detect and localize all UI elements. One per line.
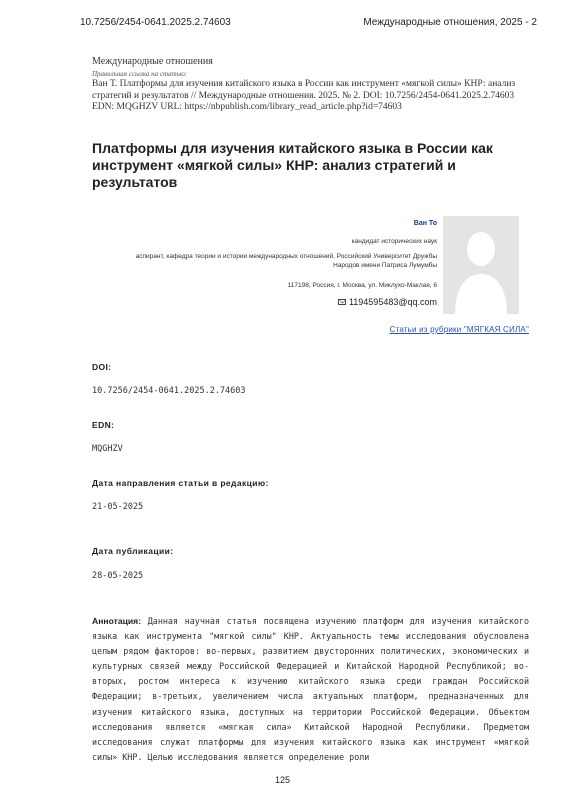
mail-icon bbox=[338, 299, 346, 305]
abstract-label: Аннотация: bbox=[92, 616, 142, 626]
author-avatar bbox=[443, 216, 519, 314]
author-email-text: 1194595483@qq.com bbox=[348, 297, 437, 307]
submitted-date-label: Дата направления статьи в редакцию: bbox=[92, 478, 269, 488]
page-number: 125 bbox=[274, 775, 291, 785]
edn-label: EDN: bbox=[92, 420, 115, 430]
author-name[interactable]: Ван То bbox=[413, 220, 437, 227]
submitted-date-value: 21-05-2025 bbox=[92, 502, 144, 512]
person-silhouette-icon bbox=[443, 216, 519, 314]
edn-value: MQGHZV bbox=[92, 444, 123, 454]
article-title: Платформы для изучения китайского языка в России как инструмент «мягкой силы» КНР: анализ стратегий и результатов bbox=[92, 140, 493, 190]
abstract-text: Данная научная статья посвящена изучению платформ для изучения китайского языка как инструмента "мягкой силы" КНР. Актуальность темы исследования обусловлена целым рядом факторов: во-первых, развитием двусторонних политических, экономических и культурных связей между Российской Федерацией и Китайской Народной Республикой; во-вторых, ростом интереса к изучению китайского языка среди граждан Российской Федерации; в-третьих, увеличением числа актуальных платформ, предназначенных для изучения китайского языка, доступных на территории Российской Федерации. Объектом исследования является «мягкая сила» Китайской Народной Республики. Предметом исследования служат платформы для изучения китайского языка как инструмент «мягкой силы» КНР. Целью исследования является определение роли bbox=[92, 616, 529, 762]
author-address: 117198, Россия, г. Москва, ул. Миклухо-Маклая, 6 bbox=[287, 282, 437, 289]
author-degree: кандидат исторических наук bbox=[351, 238, 437, 245]
author-affiliation: аспирант, кафедра теории и истории международных отношений, Российский Университет Дружбы Народов имени Патриса Лумумбы bbox=[135, 253, 437, 269]
rubric-articles-link[interactable]: Статьи из рубрики "МЯГКАЯ СИЛА" bbox=[389, 325, 529, 334]
doi-value: 10.7256/2454-0641.2025.2.74603 bbox=[92, 386, 246, 396]
published-date-label: Дата публикации: bbox=[92, 546, 174, 556]
citation-text: Ван Т. Платформы для изучения китайского языка в России как инструмент «мягкой силы» КНР: анализ стратегий и результатов // Международные отношения. 2025. № 2. DOI: 10.7256/2454-0641.2025.2.74603 EDN: MQGHZV URL: https://nbpublish.com/library_read_article.php?id=74603 bbox=[92, 79, 516, 112]
published-date-value: 28-05-2025 bbox=[92, 571, 144, 581]
header-doi: 10.7256/2454-0641.2025.2.74603 bbox=[80, 17, 231, 28]
header-journal-issue: Международные отношения, 2025 - 2 bbox=[363, 17, 537, 28]
abstract bbox=[92, 614, 529, 765]
author-email[interactable] bbox=[338, 297, 437, 307]
citation-journal: Международные отношения bbox=[92, 56, 213, 67]
citation-label: Правильная ссылка на статью: bbox=[92, 70, 188, 78]
doi-label: DOI: bbox=[92, 362, 112, 372]
